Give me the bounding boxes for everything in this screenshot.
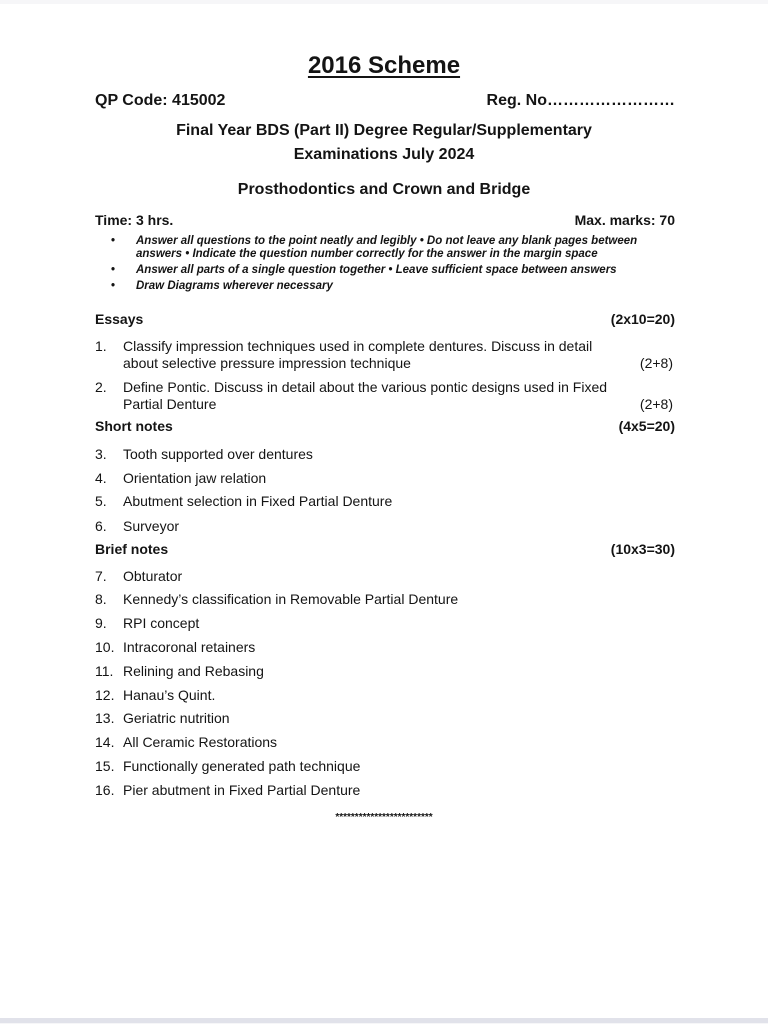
time-marks-row [95,212,675,228]
question-number: 11. [95,663,114,679]
qp-code: QP Code: 415002 [95,92,226,109]
question-text: Abutment selection in Fixed Partial Denture [123,493,393,509]
time-allowed: Time: 3 hrs. [95,212,174,228]
question-text: Hanau’s Quint. [123,687,216,703]
question-text: Define Pontic. Discuss in detail about the various pontic designs used in Fixed [123,379,608,395]
question-text: Pier abutment in Fixed Partial Denture [123,782,361,798]
instruction-item: • Draw Diagrams wherever necessary [107,280,677,293]
short-notes-heading [95,418,675,434]
question-number: 1. [95,338,107,354]
question-item [95,639,675,656]
subject-title: Prosthodontics and Crown and Bridge [237,181,531,198]
question-number: 5. [95,493,107,509]
question-number: 8. [95,591,107,607]
question-text-cont: about selective pressure impression technique [123,355,411,371]
instruction-item: • Answer all parts of a single question together • Leave sufficient space between answers [107,264,677,277]
section-title: Essays [95,311,144,327]
max-marks: Max. marks: 70 [574,212,675,228]
question-text: Orientation jaw relation [123,470,267,486]
end-of-paper-stars: ************************* [335,812,433,823]
scheme-title: 2016 Scheme [307,52,461,79]
question-number: 16. [95,782,115,798]
question-item [95,518,675,535]
question-number: 7. [95,568,107,584]
reg-no: Reg. No…………………… [486,92,675,109]
question-text: Tooth supported over dentures [123,446,313,462]
question-text: Relining and Rebasing [123,663,264,679]
question-text-cont: Partial Denture [123,396,217,412]
question-marks: (2+8) [639,396,673,412]
question-text: Geriatric nutrition [123,710,230,726]
question-item [95,734,675,751]
question-number: 10. [95,639,115,655]
question-number: 6. [95,518,107,534]
question-number: 9. [95,615,107,631]
section-marks: (4x5=20) [618,418,675,434]
question-item [95,379,675,413]
qp-code-row [95,92,675,110]
question-item [95,710,675,727]
question-item [95,470,675,487]
question-number: 14. [95,734,115,750]
question-number: 3. [95,446,107,462]
question-item [95,615,675,632]
section-marks: (2x10=20) [610,311,675,327]
question-text: Kennedy’s classification in Removable Partial Denture [123,591,459,607]
question-text: RPI concept [123,615,200,631]
brief-notes-heading [95,541,675,557]
question-item [95,446,675,463]
question-text: All Ceramic Restorations [123,734,278,750]
question-number: 13. [95,710,115,726]
question-text: Surveyor [123,518,180,534]
question-number: 15. [95,758,115,774]
question-marks: (2+8) [639,355,673,371]
instructions-list [107,235,677,296]
exam-title-line1: Final Year BDS (Part II) Degree Regular/Supplementary [176,122,592,139]
question-item [95,591,675,608]
question-item [95,758,675,775]
question-item [95,782,675,799]
essays-heading [95,311,675,327]
instruction-item: • Answer all questions to the point neatly and legibly • Do not leave any blank pages between answers • Indicate the question number correctly for the answer in the margin space [107,235,677,261]
exam-title-line2: Examinations July 2024 [293,146,475,163]
question-text: Intracoronal retainers [123,639,256,655]
section-marks: (10x3=30) [610,541,675,557]
question-number: 12. [95,687,115,703]
question-text: Classify impression techniques used in complete dentures. Discuss in detail [123,338,593,354]
exam-paper [0,4,768,1023]
question-item [95,687,675,704]
question-text: Obturator [123,568,183,584]
question-item [95,568,675,585]
question-number: 2. [95,379,107,395]
question-item [95,663,675,680]
question-item [95,493,675,510]
section-title: Short notes [95,418,173,434]
question-number: 4. [95,470,107,486]
question-text: Functionally generated path technique [123,758,361,774]
question-item [95,338,675,372]
section-title: Brief notes [95,541,169,557]
